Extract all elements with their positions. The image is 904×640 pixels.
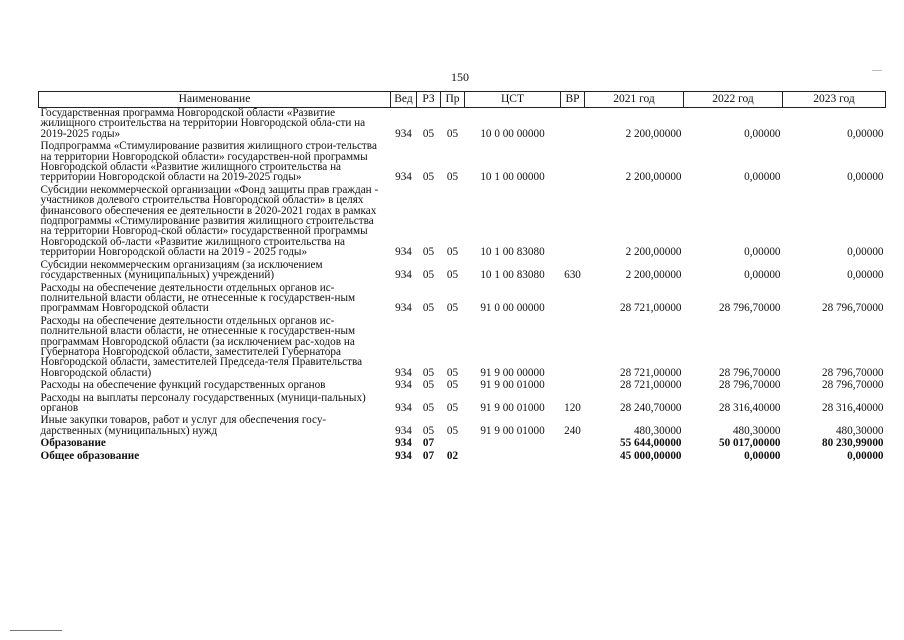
cell-ved: 934 [395, 302, 412, 315]
cell-name: Субсидии некоммерческим организациям (за исключением государственных (муниципальных) учреждений) [40, 258, 323, 282]
cell-ved: 934 [395, 127, 412, 140]
cell-2023: 0,00000 [847, 246, 884, 259]
cell-2021: 55 644,00000 [619, 437, 682, 450]
cell-2021: 2 200,00000 [625, 246, 682, 259]
cell-pr: 05 [446, 401, 459, 414]
cell-2022: 0,00000 [744, 269, 781, 282]
cell-cst: 10 1 00 83080 [480, 246, 545, 259]
scan-mark [872, 70, 882, 71]
cell-2023: 28 316,40000 [821, 401, 884, 414]
cell-vr: 630 [564, 269, 581, 282]
cell-name: Расходы на выплаты персоналу государственных (муници-пальных) органов [40, 391, 366, 414]
table-row [39, 185, 886, 260]
header-rz: РЗ [417, 92, 441, 108]
cell-vr: 240 [564, 424, 581, 437]
cell-2022: 480,30000 [732, 424, 781, 437]
cell-vr [561, 185, 585, 260]
cell-name: Образование [40, 437, 106, 450]
cell-pr: 05 [446, 269, 459, 282]
cell-2022: 28 796,70000 [718, 366, 781, 379]
cell-name: Расходы на обеспечение деятельности отдельных органов ис-полнительной власти области, не отнесенные к государствен-ным программам Новгородской области [40, 281, 356, 315]
cell-ved: 934 [395, 379, 412, 392]
cell-cst: 91 9 00 01000 [480, 424, 545, 437]
cell-2022: 28 796,70000 [718, 302, 781, 315]
cell-name: Субсидии некоммерческой организации «Фонд защиты прав граждан - участников долевого строительства Новгородской области» в целях финансового обеспечения ее деятельности в 2020-2021 годах в рамках подпрограммы «Стимулирование развития жилищного строительства на территории Новгород-ской области» государственной программы Новгородской об-ласти «Развитие жилищного строительства на территории Новгородской области на 2019 - 2025 годы» [40, 183, 379, 259]
cell-vr [561, 108, 585, 142]
cell-vr: 120 [564, 401, 581, 414]
table-row [39, 415, 886, 438]
header-name: Наименование [39, 92, 391, 108]
cell-2023: 0,00000 [847, 127, 884, 140]
cell-2023: 480,30000 [835, 424, 884, 437]
cell-vr [561, 316, 585, 380]
cell-cst: 91 9 00 01000 [480, 401, 545, 414]
cell-2021: 28 721,00000 [619, 366, 682, 379]
cell-pr: 05 [446, 366, 459, 379]
cell-pr: 05 [446, 302, 459, 315]
cell-vr [561, 380, 585, 392]
cell-ved: 934 [395, 246, 412, 259]
cell-cst [465, 451, 561, 463]
table-row [39, 451, 886, 463]
table-row [39, 108, 886, 142]
header-2023: 2023 год [783, 92, 886, 108]
cell-rz: 07 [422, 449, 435, 462]
cell-ved: 934 [395, 269, 412, 282]
cell-2022: 28 796,70000 [718, 379, 781, 392]
cell-ved: 934 [395, 437, 412, 450]
cell-name: Иные закупки товаров, работ и услуг для обеспечения госу-дарственных (муниципальных) нужд [40, 414, 327, 437]
table-header-row [39, 92, 886, 108]
table-row [39, 393, 886, 416]
cell-2021: 480,30000 [633, 424, 682, 437]
cell-2022: 0,00000 [744, 127, 781, 140]
cell-cst: 91 9 00 01000 [480, 379, 545, 392]
cell-2022: 0,00000 [744, 449, 781, 462]
cell-cst: 91 0 00 00000 [480, 302, 545, 315]
budget-table [38, 91, 886, 463]
cell-2023: 28 796,70000 [821, 379, 884, 392]
cell-ved: 934 [395, 366, 412, 379]
cell-2021: 28 721,00000 [619, 379, 682, 392]
cell-cst: 10 0 00 00000 [480, 127, 545, 140]
cell-2021: 2 200,00000 [625, 127, 682, 140]
cell-2021: 28 721,00000 [619, 302, 682, 315]
cell-pr: 05 [446, 424, 459, 437]
cell-rz: 05 [422, 127, 435, 140]
table-row [39, 283, 886, 316]
cell-pr: 05 [446, 171, 459, 184]
cell-rz: 05 [422, 302, 435, 315]
cell-rz: 05 [422, 424, 435, 437]
cell-2022: 0,00000 [744, 171, 781, 184]
cell-pr: 02 [446, 449, 459, 462]
cell-rz: 05 [422, 269, 435, 282]
cell-rz: 05 [422, 246, 435, 259]
cell-2023: 28 796,70000 [821, 366, 884, 379]
cell-2022: 0,00000 [744, 246, 781, 259]
cell-vr [561, 141, 585, 185]
cell-2023: 0,00000 [847, 171, 884, 184]
cell-pr: 05 [446, 379, 459, 392]
cell-cst: 91 9 00 00000 [480, 366, 545, 379]
cell-cst: 10 1 00 83080 [480, 269, 545, 282]
cell-2023: 0,00000 [847, 269, 884, 282]
table-body [39, 108, 886, 464]
header-ved: Вед [391, 92, 417, 108]
table-row [39, 438, 886, 450]
cell-rz: 05 [422, 401, 435, 414]
footer-rule [10, 630, 62, 631]
cell-2021: 2 200,00000 [625, 269, 682, 282]
cell-vr [561, 451, 585, 463]
table-row [39, 260, 886, 283]
cell-vr [561, 438, 585, 450]
page-number: 150 [451, 70, 469, 84]
cell-name: Расходы на обеспечение функций государственных органов [40, 379, 326, 392]
cell-pr: 05 [446, 127, 459, 140]
cell-name: Подпрограмма «Стимулирование развития жилищного строи-тельства на территории Новгородской области» государствен-ной программы Новгородской области «Развитие жилищного строительства на территории Новгородской области на 2019-2025 годы» [40, 140, 377, 184]
cell-2022: 50 017,00000 [718, 437, 781, 450]
table-row [39, 141, 886, 185]
header-vr: ВР [561, 92, 585, 108]
cell-2023: 28 796,70000 [821, 302, 884, 315]
cell-2022: 28 316,40000 [718, 401, 781, 414]
cell-2023: 80 230,99000 [821, 437, 884, 450]
cell-cst: 10 1 00 00000 [480, 171, 545, 184]
cell-ved: 934 [395, 171, 412, 184]
cell-2023: 0,00000 [847, 449, 884, 462]
cell-rz: 05 [422, 171, 435, 184]
table-row [39, 316, 886, 380]
cell-name: Общее образование [40, 449, 140, 462]
cell-2021: 45 000,00000 [619, 449, 682, 462]
cell-pr: 05 [446, 246, 459, 259]
cell-cst [465, 438, 561, 450]
header-cst: ЦСТ [465, 92, 561, 108]
cell-vr [561, 283, 585, 316]
cell-pr [441, 438, 465, 450]
cell-ved: 934 [395, 401, 412, 414]
cell-rz: 07 [422, 437, 435, 450]
cell-ved: 934 [395, 424, 412, 437]
cell-rz: 05 [422, 366, 435, 379]
cell-2021: 2 200,00000 [625, 171, 682, 184]
cell-name: Государственная программа Новгородской области «Развитие жилищного строительства на территории Новгородской обла-сти на 2019-2025 годы» [40, 107, 366, 140]
cell-name: Расходы на обеспечение деятельности отдельных органов ис-полнительной власти области, не отнесенные к государствен-ным программам Новгородской области (за исключением рас-ходов на Губернатора Новгородской области, заместителей Губернатора Новгородской области, заместителей Председа-теля Правительства Новгородской области) [40, 314, 363, 379]
header-2021: 2021 год [585, 92, 684, 108]
cell-rz: 05 [422, 379, 435, 392]
cell-ved: 934 [395, 449, 412, 462]
header-2022: 2022 год [684, 92, 783, 108]
cell-2021: 28 240,70000 [619, 401, 682, 414]
table-row [39, 380, 886, 392]
header-pr: Пр [441, 92, 465, 108]
